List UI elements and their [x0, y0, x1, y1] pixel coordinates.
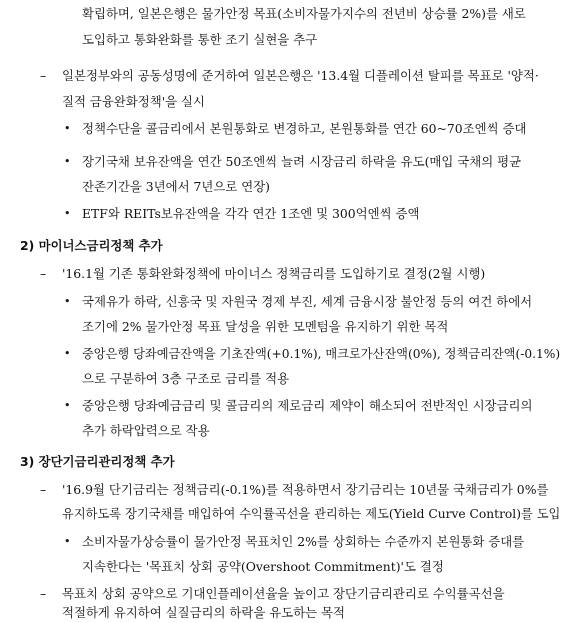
bullet-2-2-line-2: 으로 구분하여 3층 구조로 금리를 적용	[82, 371, 290, 386]
section-3-dash-2-line-1: 목표치 상회 공약으로 기대인플레이션율을 높이고 장단기금리관리로 수익률곡선을	[62, 586, 505, 601]
bullet-1-2-line-1: 장기국채 보유잔액을 연간 50조엔씩 늘려 시장금리 하락을 유도(매입 국채의 평균	[82, 154, 522, 169]
section-3-dash-1-line-1: '16.9월 단기금리는 정책금리(-0.1%)를 적용하면서 장기금리는 10년물 국채금리가 0%를	[62, 482, 549, 497]
cont-line-2: 도입하고 통화완화를 통한 조기 실현을 추구	[82, 32, 318, 47]
section-3-heading: 3) 장단기금리관리정책 추가	[20, 454, 175, 469]
section-2-dash-line-1: '16.1월 기존 통화완화정책에 마이너스 정책금리를 도입하기로 결정(2월 시행)	[62, 266, 486, 281]
bullet-marker: •	[64, 347, 71, 360]
dash-marker: –	[40, 68, 47, 83]
bullet-marker: •	[64, 295, 71, 308]
bullet-2-1-line-2: 조기에 2% 물가안정 목표 달성을 위한 모멘텀을 유지하기 위한 목적	[82, 319, 449, 334]
bullet-2-3-line-1: 중앙은행 당좌예금금리 및 콜금리의 제로금리 제약이 해소되어 전반적인 시장금리의	[82, 398, 533, 413]
bullet-1-3-line-1: ETF와 REITs보유잔액을 각각 연간 1조엔 및 300억엔씩 증액	[82, 206, 420, 221]
bullet-3-1-line-1: 소비자물가상승률이 물가안정 목표치인 2%를 상회하는 수준까지 본원통화 증대를	[82, 534, 525, 549]
cont-line-1: 확립하며, 일본은행은 물가안정 목표(소비자물가지수의 전년비 상승률 2%)를 새로	[82, 6, 526, 21]
dash-marker: –	[40, 482, 47, 497]
dash-marker: –	[40, 586, 47, 601]
section-2-heading: 2) 마이너스금리정책 추가	[20, 238, 163, 253]
dash-item-1-line-2: 질적 금융완화정책'을 실시	[62, 94, 205, 109]
dash-item-1-line-1: 일본정부와의 공동성명에 준거하여 일본은행은 '13.4월 디플레이션 탈피를 목표로 '양적·	[62, 68, 539, 83]
bullet-2-1-line-1: 국제유가 하락, 신흥국 및 자원국 경제 부진, 세계 금융시장 불안정 등의 여건 하에서	[82, 294, 533, 309]
bullet-2-2-line-1: 중앙은행 당좌예금잔액을 기초잔액(+0.1%), 매크로가산잔액(0%), 정책금리잔액(-0.1%)	[82, 346, 561, 361]
bullet-marker: •	[64, 207, 71, 220]
dash-marker: –	[40, 266, 47, 281]
section-3-dash-2-line-2: 적절하게 유지하여 실질금리의 하락을 유도하는 목적	[62, 605, 346, 620]
bullet-marker: •	[64, 399, 71, 412]
section-3-dash-1-line-2: 유지하도록 장기국채를 매입하여 수익률곡선을 관리하는 제도(Yield Curve Control)를 도입	[62, 506, 561, 521]
bullet-marker: •	[64, 155, 71, 168]
bullet-2-3-line-2: 추가 하락압력으로 작용	[82, 423, 210, 438]
bullet-3-1-line-2: 지속한다는 '목표치 상회 공약(Overshoot Commitment)'도 결정	[82, 559, 444, 574]
bullet-1-1-line-1: 정책수단을 콜금리에서 본원통화로 변경하고, 본원통화를 연간 60~70조엔씩 증대	[82, 121, 527, 136]
bullet-1-2-line-2: 잔존기간을 3년에서 7년으로 연장)	[82, 179, 271, 194]
bullet-marker: •	[64, 535, 71, 548]
bullet-marker: •	[64, 122, 71, 135]
